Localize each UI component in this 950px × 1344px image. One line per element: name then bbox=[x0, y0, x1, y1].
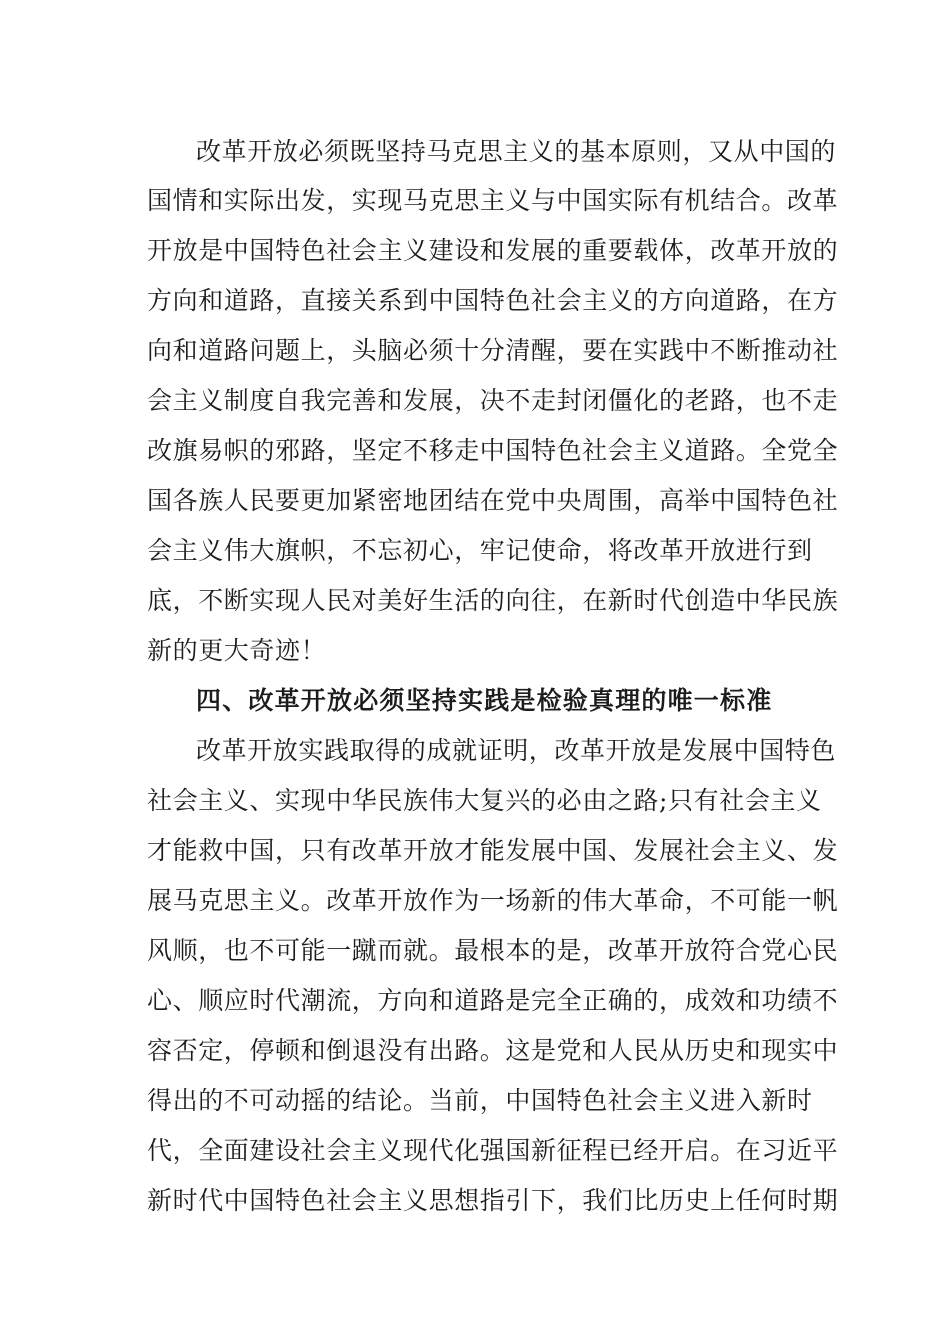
paragraph-2-line-5: 风顺，也不可能一蹴而就。最根本的是，改革开放符合党心民 bbox=[147, 936, 839, 965]
paragraph-2-line-6: 心、顺应时代潮流，方向和道路是完全正确的，成效和功绩不 bbox=[147, 986, 839, 1015]
paragraph-1-line-4: 方向和道路，直接关系到中国特色社会主义的方向道路，在方 bbox=[147, 286, 839, 315]
paragraph-2-line-9: 代，全面建设社会主义现代化强国新征程已经开启。在习近平 bbox=[147, 1136, 839, 1165]
paragraph-1-line-11: 新的更大奇迹！ bbox=[147, 636, 327, 665]
paragraph-2-line-3: 才能救中国，只有改革开放才能发展中国、发展社会主义、发 bbox=[147, 836, 839, 865]
paragraph-1-line-2: 国情和实际出发，实现马克思主义与中国实际有机结合。改革 bbox=[147, 186, 839, 215]
paragraph-2-line-8: 得出的不可动摇的结论。当前，中国特色社会主义进入新时 bbox=[147, 1086, 813, 1115]
section-heading: 四、改革开放必须坚持实践是检验真理的唯一标准 bbox=[196, 686, 773, 715]
paragraph-2-line-2: 社会主义、实现中华民族伟大复兴的必由之路;只有社会主义 bbox=[147, 786, 822, 815]
paragraph-1-line-7: 改旗易帜的邪路，坚定不移走中国特色社会主义道路。全党全 bbox=[147, 436, 839, 465]
paragraph-2-line-7: 容否定，停顿和倒退没有出路。这是党和人民从历史和现实中 bbox=[147, 1036, 839, 1065]
paragraph-2-line-10: 新时代中国特色社会主义思想指引下，我们比历史上任何时期 bbox=[147, 1186, 839, 1215]
paragraph-1-line-8: 国各族人民要更加紧密地团结在党中央周围，高举中国特色社 bbox=[147, 486, 839, 515]
paragraph-1-line-5: 向和道路问题上，头脑必须十分清醒，要在实践中不断推动社 bbox=[147, 336, 839, 365]
paragraph-1-line-1: 改革开放必须既坚持马克思主义的基本原则，又从中国的 bbox=[196, 137, 837, 166]
paragraph-1-line-3: 开放是中国特色社会主义建设和发展的重要载体，改革开放的 bbox=[147, 236, 839, 265]
paragraph-1-line-9: 会主义伟大旗帜，不忘初心，牢记使命，将改革开放进行到 bbox=[147, 536, 813, 565]
paragraph-2-line-1: 改革开放实践取得的成就证明，改革开放是发展中国特色 bbox=[196, 736, 837, 765]
paragraph-1-line-10: 底，不断实现人民对美好生活的向往，在新时代创造中华民族 bbox=[147, 586, 839, 615]
paragraph-1-line-6: 会主义制度自我完善和发展，决不走封闭僵化的老路，也不走 bbox=[147, 386, 839, 415]
paragraph-2-line-4: 展马克思主义。改革开放作为一场新的伟大革命，不可能一帆 bbox=[147, 886, 839, 915]
